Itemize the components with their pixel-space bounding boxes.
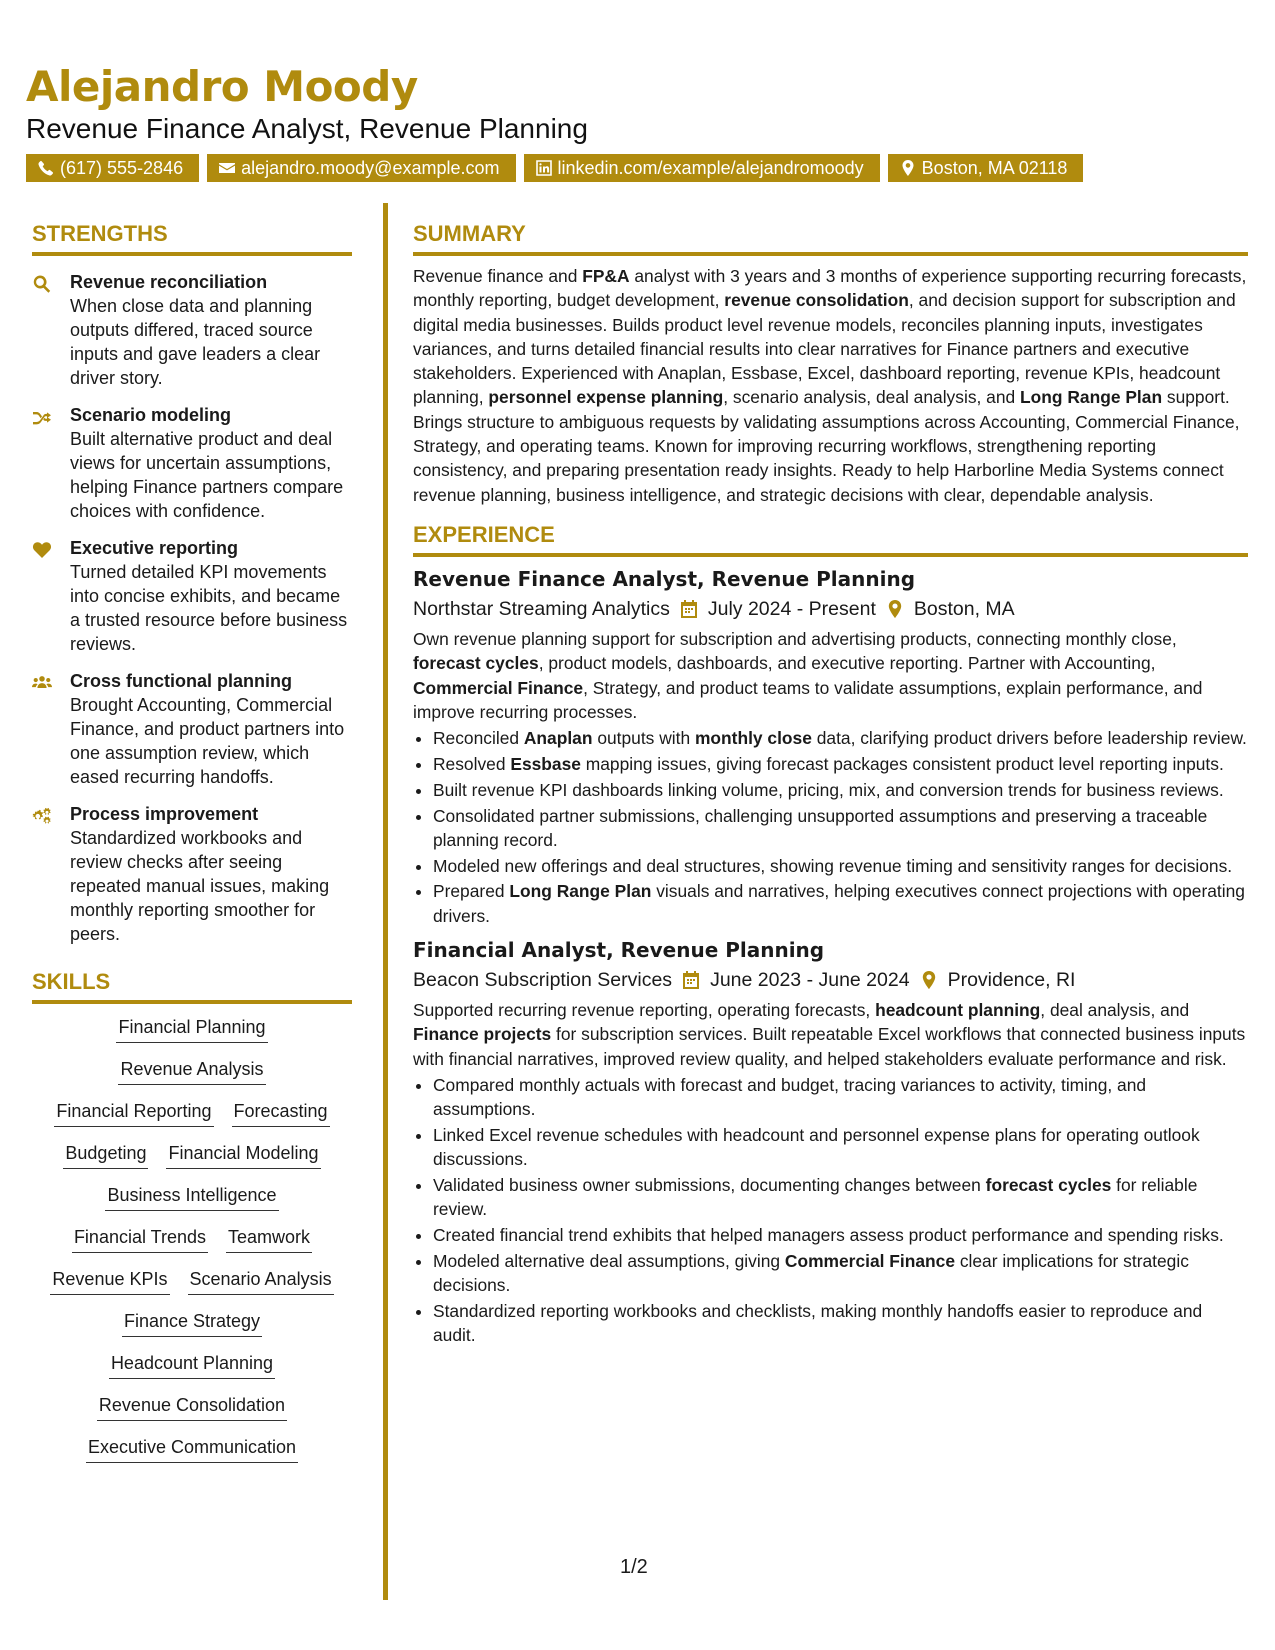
phone-icon xyxy=(38,160,54,176)
map-pin-icon xyxy=(886,600,904,618)
experience-heading: EXPERIENCE xyxy=(413,521,1248,557)
text-run: Linked Excel revenue schedules with headcount and personnel expense plans for operating outlook discussions. xyxy=(433,1125,1200,1170)
envelope-icon xyxy=(219,160,235,176)
skill-tag: Forecasting xyxy=(232,1098,330,1127)
bold-phrase: monthly close xyxy=(694,728,812,749)
skill-tag: Revenue Consolidation xyxy=(97,1392,287,1421)
linkedin-icon xyxy=(536,160,552,176)
bullet-item xyxy=(433,1249,1248,1298)
text-run: outputs with xyxy=(592,728,695,749)
search-icon xyxy=(32,274,52,294)
skill-tag: Business Intelligence xyxy=(105,1182,278,1211)
strengths-list xyxy=(32,270,352,946)
email-chip[interactable] xyxy=(207,154,515,182)
job-bullets xyxy=(413,726,1248,928)
summary-text xyxy=(413,264,1248,507)
strengths-heading: STRENGTHS xyxy=(32,220,352,256)
strength-desc: Brought Accounting, Commercial Finance, and product partners into one assumption review, which eased recurring handoffs. xyxy=(70,695,345,787)
bullet-item xyxy=(433,854,1248,878)
text-run: for subscription services. Built repeatable Excel workflows that connected business inputs with financial narratives, improved review quality, and helped stakeholders evaluate performance and risk. xyxy=(413,1024,1246,1069)
job-bullets xyxy=(413,1073,1248,1348)
strength-item xyxy=(32,536,352,656)
text-run: Supported recurring revenue reporting, operating forecasts, xyxy=(413,1000,876,1021)
page-number: 1/2 xyxy=(620,1556,648,1578)
bullet-item xyxy=(433,1299,1248,1348)
bold-phrase: Finance projects xyxy=(413,1024,552,1045)
strength-item xyxy=(32,403,352,523)
text-run: for reliable review. xyxy=(433,1175,1198,1220)
text-run: , deal analysis, and xyxy=(1040,1000,1190,1021)
text-run: support. Brings structure to ambiguous requests by validating assumptions across Accounting, Commercial Finance, Strategy, and operating teams. Known for improving recurring workflows, strengthening reporting consistency, and preparing presentation ready insights. Ready to help Harborline Media Systems connect revenue planning, business intelligence, and strategic decisions with clear, dependable analysis. xyxy=(413,387,1240,505)
candidate-name: Alejandro Moody xyxy=(26,62,418,111)
location-text: Boston, MA 02118 xyxy=(921,158,1068,178)
job-dates: June 2023 - June 2024 xyxy=(710,969,910,992)
location-chip xyxy=(888,154,1084,182)
bullet-item xyxy=(433,1173,1248,1222)
skill-tag: Teamwork xyxy=(226,1224,312,1253)
bold-phrase: forecast cycles xyxy=(985,1175,1112,1196)
skill-tag: Executive Communication xyxy=(86,1434,298,1463)
calendar-icon xyxy=(682,971,700,989)
skill-tag: Financial Planning xyxy=(116,1014,267,1043)
strength-title: Cross functional planning xyxy=(70,671,293,691)
bullet-item xyxy=(433,1073,1248,1122)
bold-phrase: headcount planning xyxy=(875,1000,1041,1021)
job-meta xyxy=(413,595,1248,623)
text-run: Modeled new offerings and deal structures, showing revenue timing and sensitivity ranges for decisions. xyxy=(433,855,1233,876)
text-run: Own revenue planning support for subscription and advertising products, connecting monthly close, xyxy=(413,628,1177,649)
linkedin-text: linkedin.com/example/alejandromoody xyxy=(557,158,864,178)
phone-text: (617) 555-2846 xyxy=(60,158,184,178)
calendar-icon xyxy=(680,600,698,618)
column-divider xyxy=(383,203,388,1600)
bullet-item xyxy=(433,1223,1248,1247)
strength-desc: Standardized workbooks and review checks after seeing repeated manual issues, making monthly reporting smoother for peers. xyxy=(70,828,330,944)
text-run: clear implications for strategic decisions. xyxy=(433,1251,1189,1296)
candidate-title: Revenue Finance Analyst, Revenue Planning xyxy=(26,113,588,144)
skill-tag: Financial Trends xyxy=(72,1224,208,1253)
map-pin-icon xyxy=(900,160,916,176)
skill-tag: Finance Strategy xyxy=(122,1308,262,1337)
job-description xyxy=(413,627,1248,724)
summary-heading: SUMMARY xyxy=(413,220,1248,256)
text-run: Consolidated partner submissions, challenging unsupported assumptions and preserving a traceable planning record. xyxy=(433,805,1208,850)
bold-phrase: Essbase xyxy=(510,753,581,774)
job-title: Financial Analyst, Revenue Planning xyxy=(413,938,825,963)
bold-phrase: forecast cycles xyxy=(413,653,539,674)
bullet-item xyxy=(433,1123,1248,1172)
job-location: Providence, RI xyxy=(947,969,1076,992)
bold-phrase: Anaplan xyxy=(523,728,593,749)
skills-list xyxy=(32,1014,352,1463)
text-run: Revenue finance and xyxy=(413,266,583,286)
text-run: Created financial trend exhibits that helped managers assess product performance and spending risks. xyxy=(433,1225,1224,1246)
job-entry xyxy=(413,936,1248,1348)
text-run: , scenario analysis, deal analysis, and xyxy=(723,387,1021,408)
text-run: Prepared xyxy=(433,881,510,902)
text-run: Compared monthly actuals with forecast and budget, tracing variances to activity, timing, and assumptions. xyxy=(433,1074,1147,1120)
job-location: Boston, MA xyxy=(913,597,1015,620)
text-run: Resolved xyxy=(433,753,511,774)
strength-title: Process improvement xyxy=(70,804,259,824)
skill-tag: Revenue KPIs xyxy=(50,1266,169,1295)
job-meta xyxy=(413,966,1248,994)
skill-tag: Budgeting xyxy=(63,1140,148,1169)
job-dates: July 2024 - Present xyxy=(707,597,876,620)
company-name: Beacon Subscription Services xyxy=(413,969,673,992)
shuffle-icon xyxy=(32,407,52,427)
text-run: Reconciled xyxy=(433,728,524,749)
right-column xyxy=(413,220,1248,1349)
text-run: Modeled alternative deal assumptions, giving xyxy=(433,1251,785,1271)
skills-heading: SKILLS xyxy=(32,968,352,1004)
strength-item xyxy=(32,802,352,946)
bullet-item xyxy=(433,752,1248,776)
strength-title: Scenario modeling xyxy=(70,405,232,425)
text-run: Validated business owner submissions, documenting changes between xyxy=(433,1175,986,1196)
bold-phrase: Commercial Finance xyxy=(413,677,584,698)
strength-title: Revenue reconciliation xyxy=(70,272,268,292)
text-run: Built revenue KPI dashboards linking volume, pricing, mix, and conversion trends for business reviews. xyxy=(433,779,1224,800)
bullet-item xyxy=(433,778,1248,802)
gears-icon xyxy=(32,806,52,826)
job-entry xyxy=(413,565,1248,928)
header xyxy=(26,62,1245,182)
skill-tag: Scenario Analysis xyxy=(188,1266,334,1295)
text-run: data, clarifying product drivers before leadership review. xyxy=(811,728,1247,749)
text-run: Standardized reporting workbooks and checklists, making monthly handoffs easier to reproduce and audit. xyxy=(433,1301,1203,1346)
bullet-item xyxy=(433,804,1248,853)
bold-phrase: revenue consolidation xyxy=(724,290,909,311)
bullet-item xyxy=(433,879,1248,928)
bold-phrase: personnel expense planning xyxy=(488,387,724,408)
text-run: , and decision support for subscription and digital media businesses. Builds product level revenue models, reconciles planning inputs, investigates variances, and turns detailed financial results into clear narratives for Finance partners and executive stakeholders. Experienced with Anaplan, Essbase, Excel, dashboard reporting, revenue KPIs, headcount planning, xyxy=(413,290,1236,408)
text-run: mapping issues, giving forecast packages consistent product level reporting inputs. xyxy=(580,753,1224,774)
heart-icon xyxy=(32,540,52,560)
linkedin-chip[interactable] xyxy=(524,154,880,182)
phone-chip[interactable] xyxy=(26,154,199,182)
skill-tag: Headcount Planning xyxy=(109,1350,275,1379)
text-run: analyst with 3 years and 3 months of experience supporting recurring forecasts, monthly reporting, budget development, xyxy=(413,266,1247,311)
text-run: visuals and narratives, helping executives connect projections with operating drivers. xyxy=(433,881,1245,926)
left-column xyxy=(32,220,352,1476)
bold-phrase: Long Range Plan xyxy=(1020,387,1163,408)
job-title: Revenue Finance Analyst, Revenue Planning xyxy=(413,566,916,591)
bullet-item xyxy=(433,726,1248,750)
strength-item xyxy=(32,669,352,789)
strength-desc: Built alternative product and deal views for uncertain assumptions, helping Finance partners compare choices with confidence. xyxy=(70,429,344,521)
bold-phrase: FP&A xyxy=(582,266,630,286)
bold-phrase: Commercial Finance xyxy=(784,1251,955,1271)
users-icon xyxy=(32,673,52,693)
email-text: alejandro.moody@example.com xyxy=(241,158,500,178)
strength-desc: Turned detailed KPI movements into concise exhibits, and became a trusted resource before business reviews. xyxy=(70,562,348,654)
text-run: , product models, dashboards, and executive reporting. Partner with Accounting, xyxy=(538,653,1156,674)
strength-item xyxy=(32,270,352,390)
text-run: , Strategy, and product teams to validate assumptions, explain performance, and improve recurring processes. xyxy=(413,677,1203,722)
job-description xyxy=(413,998,1248,1071)
strength-desc: When close data and planning outputs differed, traced source inputs and gave leaders a clear driver story. xyxy=(70,296,321,388)
skill-tag: Revenue Analysis xyxy=(118,1056,265,1085)
skill-tag: Financial Reporting xyxy=(54,1098,213,1127)
strength-title: Executive reporting xyxy=(70,538,239,558)
company-name: Northstar Streaming Analytics xyxy=(413,597,670,620)
bold-phrase: Long Range Plan xyxy=(509,881,652,902)
map-pin-icon xyxy=(920,971,938,989)
contact-bar xyxy=(26,154,1245,182)
skill-tag: Financial Modeling xyxy=(166,1140,320,1169)
